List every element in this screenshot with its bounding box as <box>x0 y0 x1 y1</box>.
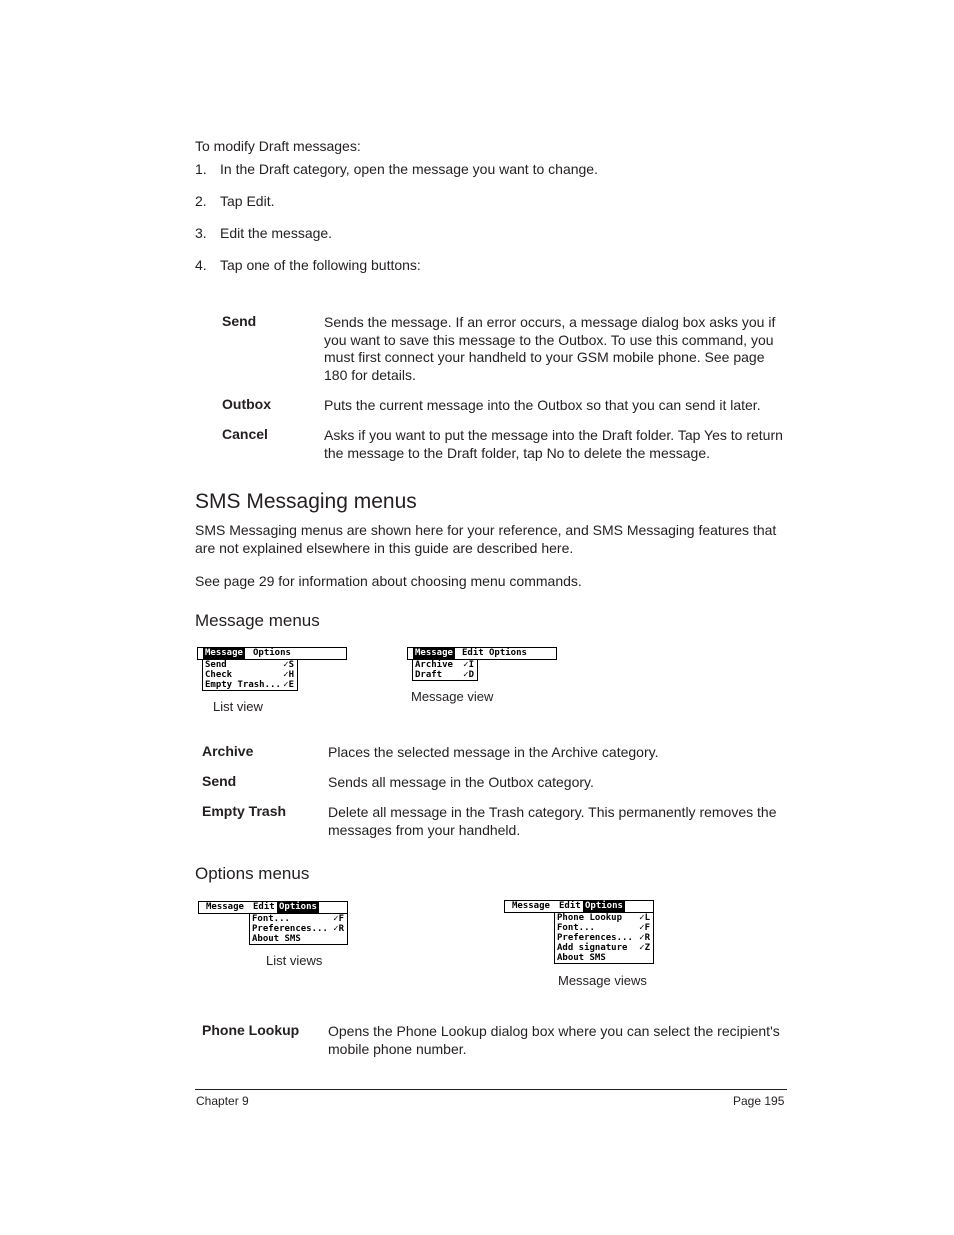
menu-item: Send ✓S <box>205 660 294 670</box>
subsection-title: Message menus <box>195 611 320 630</box>
term-phone-lookup: Phone Lookup <box>202 1022 300 1038</box>
menu-title: Message <box>205 648 243 658</box>
menu-title: Edit <box>253 902 275 912</box>
footer-chapter: Chapter 9 <box>196 1094 249 1108</box>
menu-bar <box>504 900 654 913</box>
step-number: 3. <box>195 225 207 241</box>
desc-line: messages from your handheld. <box>328 822 521 838</box>
term-cancel: Cancel <box>222 426 268 442</box>
menu-item: Preferences... ✓R <box>557 933 650 943</box>
desc-line: must first connect your handheld to your GSM mobile phone. See page <box>324 349 765 365</box>
menu-title: Options <box>253 648 291 658</box>
step-number: 2. <box>195 193 207 209</box>
menu-item: Font... ✓F <box>252 914 344 924</box>
menu-dropdown <box>202 660 298 691</box>
caption: Message views <box>558 973 647 988</box>
step-text: Tap one of the following buttons: <box>220 257 421 273</box>
menu-title: Options <box>489 648 527 658</box>
menu-title: Message <box>512 901 550 911</box>
intro-line: are not explained elsewhere in this guide are described here. <box>195 540 574 556</box>
menu-item: Phone Lookup ✓L <box>557 913 650 923</box>
menu-title: Edit <box>462 648 484 658</box>
caption: List view <box>213 699 263 714</box>
desc-line: Opens the Phone Lookup dialog box where you can select the recipient's <box>328 1023 780 1039</box>
menu-title: Edit <box>559 901 581 911</box>
step-number: 1. <box>195 161 207 177</box>
menu-bar <box>198 901 348 914</box>
footer-page-number: Page 195 <box>733 1094 785 1108</box>
desc-line: you want to save this message to the Outbox. To use this command, you <box>324 332 774 348</box>
intro-line: SMS Messaging menus are shown here for your reference, and SMS Messaging features that <box>195 522 777 538</box>
desc-line: 180 for details. <box>324 367 416 383</box>
menu-item: Draft ✓D <box>415 670 474 680</box>
desc-line: Places the selected message in the Archive category. <box>328 744 659 760</box>
menu-bar <box>407 647 557 660</box>
term-archive: Archive <box>202 743 254 759</box>
step-text: Edit the message. <box>220 225 333 241</box>
step-number: 4. <box>195 257 207 273</box>
see-page-text: See page 29 for information about choosing menu commands. <box>195 573 582 589</box>
menu-dropdown <box>412 660 478 681</box>
desc-line: Sends all message in the Outbox category. <box>328 774 594 790</box>
term-send: Send <box>222 313 257 329</box>
step-text: In the Draft category, open the message you want to change. <box>220 161 598 177</box>
procedure-heading: To modify Draft messages: <box>195 138 361 154</box>
menu-item: Empty Trash... ✓E <box>205 680 294 690</box>
step-text: Tap Edit. <box>220 193 275 209</box>
term-send: Send <box>202 773 237 789</box>
menu-bar <box>197 647 347 660</box>
desc-line: the message to the Draft folder, tap No to delete the message. <box>324 445 711 461</box>
desc-line: mobile phone number. <box>328 1041 467 1057</box>
menu-item: About SMS <box>557 953 606 963</box>
caption: Message view <box>411 689 494 704</box>
menu-dropdown <box>554 913 654 964</box>
desc-line: Asks if you want to put the message into the Draft folder. Tap Yes to return <box>324 427 783 443</box>
menu-title: Message <box>206 902 244 912</box>
menu-item: Font... ✓F <box>557 923 650 933</box>
section-title: SMS Messaging menus <box>195 490 417 513</box>
desc-line: Delete all message in the Trash category. This permanently removes the <box>328 804 777 820</box>
menu-item: Check ✓H <box>205 670 294 680</box>
desc-line: Sends the message. If an error occurs, a message dialog box asks you if <box>324 314 776 330</box>
menu-dropdown <box>249 914 348 945</box>
footer-rule <box>195 1089 787 1090</box>
menu-title: Options <box>279 902 317 912</box>
menu-item: Archive ✓I <box>415 660 474 670</box>
menu-item: Add signature ✓Z <box>557 943 650 953</box>
subsection-title: Options menus <box>195 864 310 883</box>
caption: List views <box>266 953 323 968</box>
menu-item: About SMS <box>252 934 301 944</box>
menu-title: Message <box>415 648 453 658</box>
desc-line: Puts the current message into the Outbox so that you can send it later. <box>324 397 761 413</box>
term-outbox: Outbox <box>222 396 271 412</box>
menu-item: Preferences... ✓R <box>252 924 344 934</box>
term-empty-trash: Empty Trash <box>202 803 287 819</box>
menu-title: Options <box>585 901 623 911</box>
